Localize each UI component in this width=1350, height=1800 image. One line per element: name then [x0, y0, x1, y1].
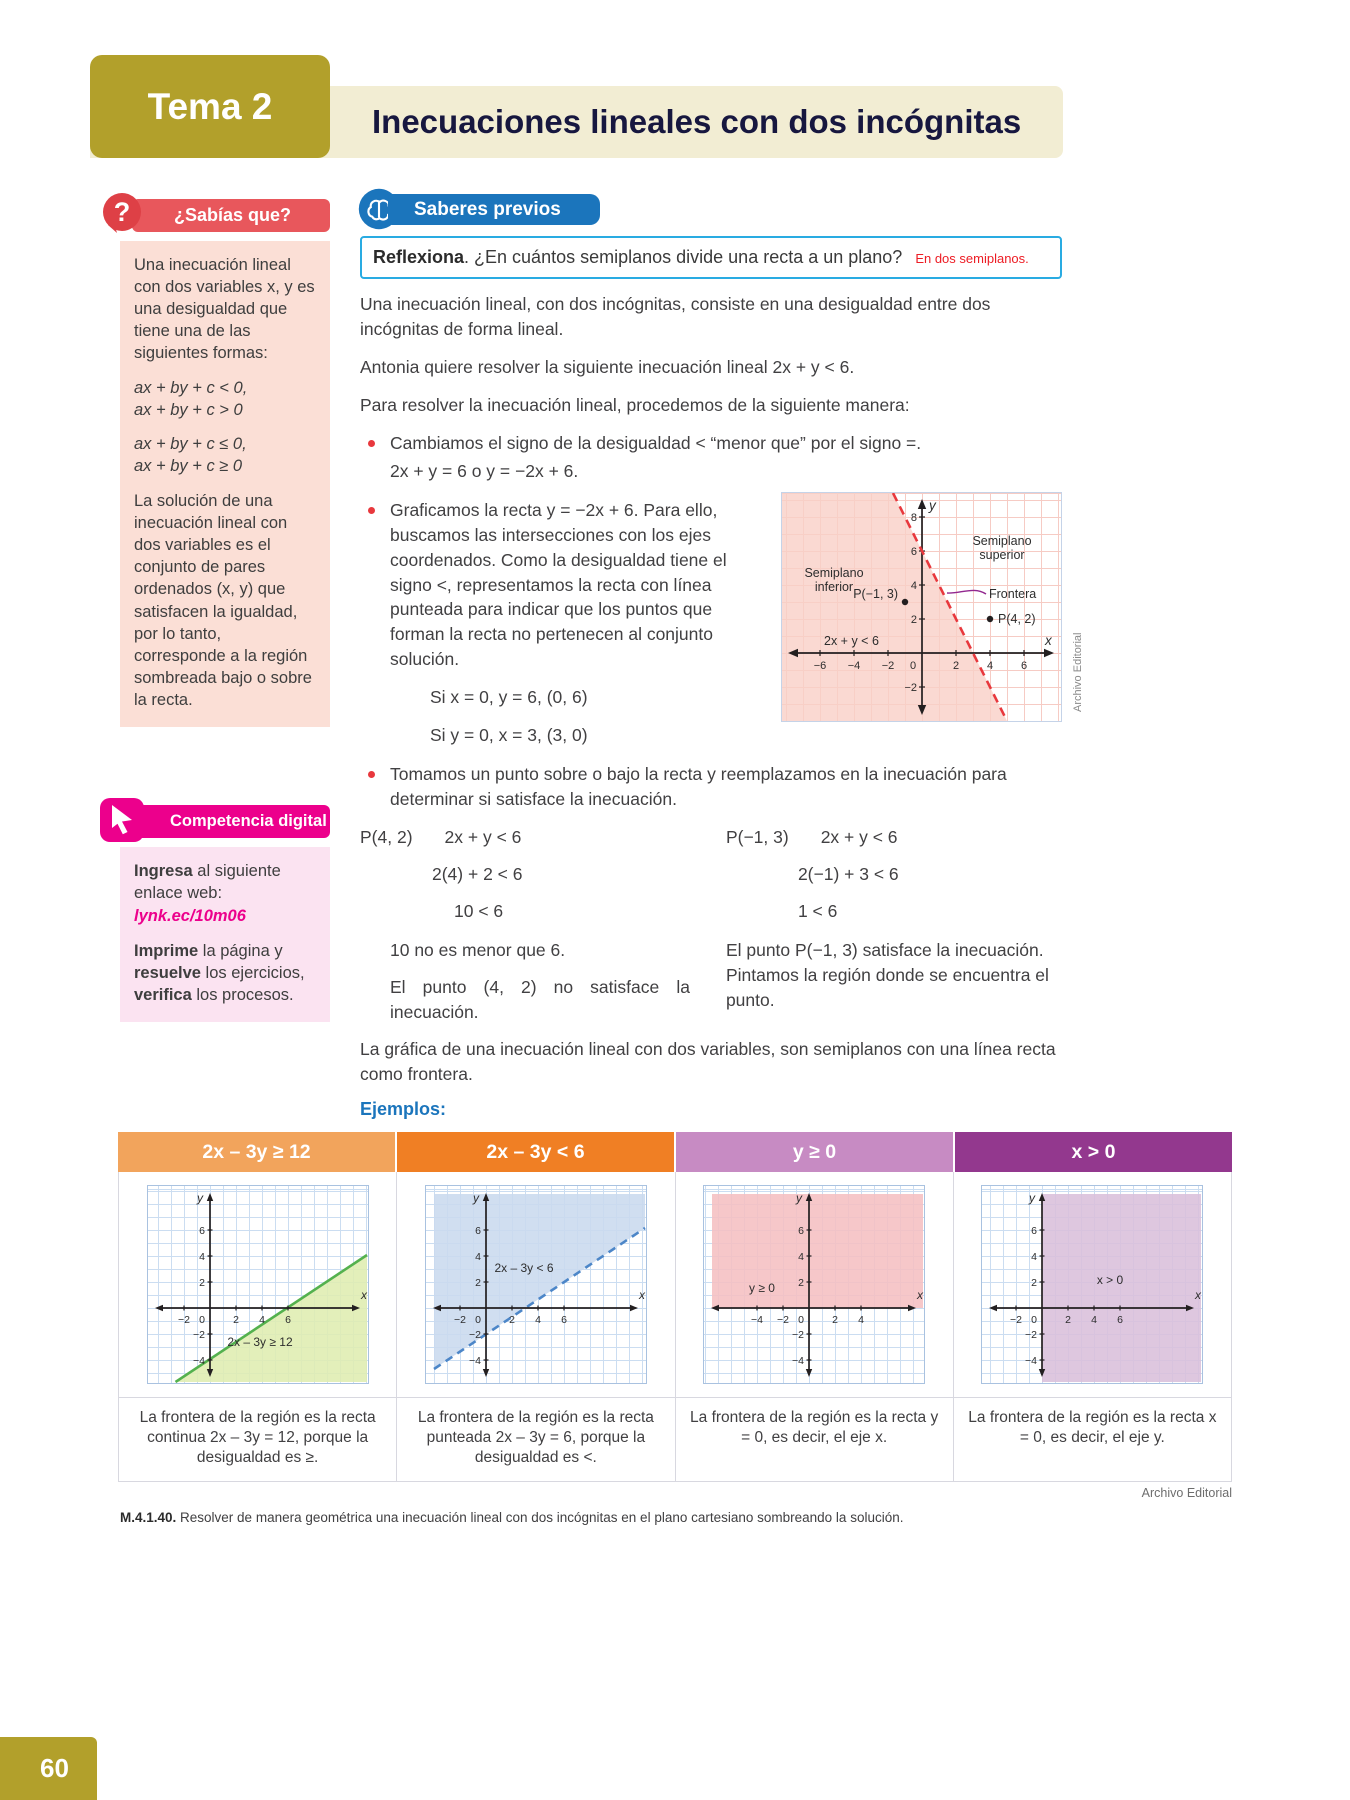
semiplano-inferior-label-2: inferior: [814, 580, 854, 595]
check-right-inequality: 2x + y < 6: [820, 827, 898, 848]
inequality-label: 2x + y < 6: [824, 634, 879, 649]
example-4-plot-label: x > 0: [1097, 1273, 1124, 1287]
check-right-step-2: 1 < 6: [797, 901, 838, 922]
x-tick: −2: [881, 660, 895, 673]
y-tick: −2: [1025, 1329, 1038, 1341]
origin-label: 0: [1031, 1314, 1038, 1326]
x-tick: −2: [453, 1314, 466, 1326]
competencia-text-3: los ejercicios,: [200, 964, 305, 983]
x-tick: 4: [858, 1314, 865, 1326]
ejemplos-label: Ejemplos:: [360, 1099, 447, 1120]
step-1-equation: 2x + y = 6 o y = −2x + 6.: [390, 461, 579, 482]
x-tick: 4: [258, 1314, 265, 1326]
step-2-case-1: Si x = 0, y = 6, (0, 6): [430, 686, 588, 707]
curriculum-code: M.4.1.40.: [120, 1510, 177, 1525]
saberes-previos-label: Saberes previos: [414, 198, 561, 220]
example-3-caption: La frontera de la región es la recta y = 0, es decir, el eje x.: [676, 1398, 954, 1481]
paragraph-intro: Una inecuación lineal, con dos incógnitas, consiste en una desigualdad entre dos incógnitas de forma lineal.: [360, 294, 991, 339]
x-axis-label: x: [917, 1288, 924, 1302]
reflexiona-answer: En dos semiplanos.: [915, 251, 1029, 266]
y-tick: 2: [910, 614, 917, 627]
paragraph-antonia: Antonia quiere resolver la siguiente inecuación lineal 2x + y < 6.: [360, 356, 855, 377]
example-2-region: [434, 1194, 645, 1369]
check-left-inequality: 2x + y < 6: [444, 827, 522, 848]
page-number-tab: [0, 1737, 97, 1800]
example-4-cell: [954, 1172, 1231, 1397]
y-tick: −2: [904, 682, 917, 695]
example-4-header: x > 0: [953, 1132, 1232, 1172]
example-1-caption: La frontera de la región es la recta continua 2x – 3y = 12, porque la desigualdad es ≥.: [119, 1398, 397, 1481]
origin-label: 0: [474, 1314, 481, 1326]
step-2-text: Graficamos la recta y = −2x + 6. Para ello, buscamos las intersecciones con los ejes coordenados. Como la desigualdad tiene el signo <, representamos la recta con línea punteada para indicar que los puntos que forman la recta no pertenecen al conjunto solución.: [390, 500, 727, 670]
check-right-note: [726, 938, 1062, 1013]
example-4-caption: La frontera de la región es la recta x = 0, es decir, el eje y.: [968, 1409, 1217, 1447]
chapter-title: Inecuaciones lineales con dos incógnitas: [372, 103, 1022, 140]
tema-badge: [90, 55, 330, 158]
x-tick: −4: [751, 1314, 764, 1326]
paragraph-procedure: Para resolver la inecuación lineal, procedemos de la siguiente manera:: [360, 394, 910, 415]
step-3-text: Tomamos un punto sobre o bajo la recta y reemplazamos en la inecuación para determinar si satisface la inecuación.: [390, 763, 1007, 809]
y-tick: 2: [798, 1277, 805, 1289]
paragraph-conclusion: La gráfica de una inecuación lineal con dos variables, son semiplanos con una línea recta como frontera.: [360, 1039, 1056, 1085]
x-tick: 6: [560, 1314, 567, 1326]
y-tick: −2: [792, 1329, 805, 1341]
y-tick: 6: [910, 546, 917, 559]
saberes-previos-band: [388, 194, 600, 225]
x-axis-label: x: [1045, 633, 1052, 649]
y-tick: −2: [192, 1329, 205, 1341]
archive-credit-side: Archivo Editorial: [1072, 632, 1084, 712]
curriculum-footnote: [120, 1510, 1180, 1525]
x-tick: −2: [1010, 1314, 1023, 1326]
semiplano-superior-label-1: Semiplano: [972, 534, 1032, 549]
competencia-text-1: al siguiente enlace web:: [134, 862, 281, 903]
sabias-title-band: [132, 199, 330, 232]
sabias-title: ¿Sabías que?: [174, 205, 292, 225]
check-left-point: P(4, 2): [360, 827, 413, 848]
sabias-body: [120, 241, 330, 727]
example-1-plot-label: 2x – 3y ≥ 12: [226, 1335, 293, 1349]
solution-region: [782, 493, 1007, 721]
main-graph-svg: [782, 493, 1061, 721]
check-left-step-1: 2(4) + 2 < 6: [432, 864, 523, 885]
main-graph: [781, 492, 1062, 722]
competencia-line-2: [134, 940, 316, 1007]
y-tick: 6: [798, 1225, 805, 1237]
y-tick: −4: [1025, 1355, 1038, 1367]
sabias-paragraph-1: Una inecuación lineal con dos variables x, y es una desigualdad que tiene una de las siguientes formas:: [134, 256, 315, 363]
y-tick: 4: [1031, 1251, 1038, 1263]
point-checks: [360, 825, 1062, 1024]
y-tick: 4: [198, 1251, 205, 1263]
y-tick: 4: [475, 1251, 481, 1263]
main-content: [360, 192, 1062, 1120]
y-axis-label: y: [472, 1191, 479, 1205]
point-B: [987, 616, 993, 622]
step-2: [360, 498, 1062, 748]
y-tick: 2: [1031, 1277, 1038, 1289]
sabias-paragraph-2: La solución de una inecuación lineal con dos variables es el conjunto de pares ordenados (x, y) que satisfacen la igualdad, por lo tanto, corresponde a la región sombreada bajo o sobre la recta.: [134, 491, 312, 709]
x-tick: 2: [952, 660, 960, 673]
step-1: [360, 431, 1062, 484]
origin-label: 0: [198, 1314, 205, 1326]
check-left-step-2: 10 < 6: [454, 901, 504, 922]
sabias-formula-2: ax + by + c > 0: [134, 400, 243, 419]
competencia-header: [120, 802, 330, 842]
point-B-label: P(4, 2): [998, 612, 1036, 627]
check-left-note-1: 10 no es menor que 6.: [390, 939, 566, 960]
y-tick: 6: [475, 1225, 481, 1237]
check-right-point: P(−1, 3): [725, 827, 789, 848]
example-3-plot-label: y ≥ 0: [749, 1281, 776, 1295]
frontera-pointer: [947, 590, 986, 594]
y-tick: −4: [468, 1355, 481, 1367]
y-tick: 2: [475, 1277, 481, 1289]
web-link[interactable]: lynk.ec/10m06: [134, 906, 246, 925]
x-axis-label: x: [638, 1288, 645, 1302]
y-tick: 4: [910, 580, 917, 593]
examples-header-row: [118, 1132, 1232, 1172]
y-axis-label: y: [796, 1191, 803, 1205]
competencia-line-1: [134, 860, 316, 905]
x-tick: −2: [777, 1314, 790, 1326]
saberes-previos-header: [360, 192, 1062, 230]
y-axis-label: y: [196, 1191, 203, 1205]
y-tick: 6: [198, 1225, 205, 1237]
y-tick: −4: [192, 1355, 205, 1367]
competencia-bold-resuelve: resuelve: [134, 964, 201, 983]
x-tick: −6: [813, 660, 827, 673]
example-2-cell: [397, 1172, 675, 1397]
example-4-region: [1042, 1194, 1201, 1382]
example-2-header: 2x – 3y < 6: [395, 1132, 674, 1172]
semiplano-superior-label-2: superior: [979, 548, 1025, 563]
check-point-4-2: [360, 825, 690, 1024]
example-1-header: 2x – 3y ≥ 12: [118, 1132, 395, 1172]
reflexiona-question: . ¿En cuántos semiplanos divide una recta a un plano?: [464, 247, 908, 267]
examples-table: [118, 1132, 1232, 1482]
y-axis-label: y: [1029, 1191, 1036, 1205]
example-3-cell: [676, 1172, 954, 1397]
x-tick: 6: [1020, 660, 1028, 673]
x-tick: 6: [284, 1314, 291, 1326]
x-tick: 6: [1117, 1314, 1124, 1326]
check-left-note-2: El punto (4, 2) no satisface la inecuación.: [390, 976, 690, 1022]
example-2-graph: [425, 1185, 647, 1384]
examples-caption-row: [118, 1397, 1232, 1482]
competencia-title-band: [132, 805, 330, 838]
competencia-bold-imprime: Imprime: [134, 941, 199, 960]
example-4-graph: [981, 1185, 1203, 1384]
sabias-box: [113, 196, 330, 727]
page-number: 60: [40, 1753, 69, 1783]
x-axis-label: x: [360, 1288, 367, 1302]
x-tick: 4: [534, 1314, 541, 1326]
y-tick: 6: [1031, 1225, 1038, 1237]
competencia-link-line: [134, 905, 316, 927]
x-tick: 2: [1065, 1314, 1072, 1326]
semiplano-inferior-label-1: Semiplano: [804, 566, 864, 581]
x-tick: −4: [847, 660, 861, 673]
x-tick: 4: [1091, 1314, 1098, 1326]
archive-credit: Archivo Editorial: [1141, 1486, 1232, 1500]
step-3: [360, 762, 1062, 812]
x-tick: 4: [986, 660, 994, 673]
example-3-region: [712, 1194, 923, 1308]
competencia-title: Competencia digital: [170, 812, 327, 830]
example-3-header: y ≥ 0: [674, 1132, 953, 1172]
y-tick: 2: [198, 1277, 205, 1289]
y-axis-label: y: [929, 498, 936, 514]
competencia-text-4: los procesos.: [191, 986, 294, 1005]
example-1-cell: [119, 1172, 397, 1397]
origin-label: 0: [909, 660, 917, 673]
competencia-body: [120, 847, 330, 1022]
question-mark-icon: [96, 188, 148, 240]
x-tick: −2: [177, 1314, 190, 1326]
origin-label: 0: [798, 1314, 805, 1326]
competencia-box: [120, 802, 330, 1022]
curriculum-text: Resolver de manera geométrica una inecuación lineal con dos incógnitas en el plano cartesiano sombreando la solución.: [176, 1510, 904, 1525]
question-glyph: ?: [113, 197, 131, 227]
tema-label: Tema 2: [147, 85, 273, 127]
example-2-caption: La frontera de la región es la recta punteada 2x – 3y = 6, porque la desigualdad es <.: [397, 1398, 675, 1481]
example-1-graph: [147, 1185, 369, 1384]
point-A: [902, 599, 908, 605]
sabias-formula-3: ax + by + c ≤ 0,: [134, 434, 247, 453]
check-right-head: [726, 825, 1062, 850]
reflexiona-box: [360, 236, 1062, 279]
step-2-case-2: Si y = 0, x = 3, (3, 0): [430, 724, 588, 745]
check-right-step-1: 2(−1) + 3 < 6: [797, 864, 899, 885]
sabias-formula-4: ax + by + c ≥ 0: [134, 456, 243, 475]
check-right-note-2: Pintamos la región donde se encuentra el punto.: [725, 964, 1049, 1010]
sabias-formula-1: ax + by + c < 0,: [134, 378, 248, 397]
y-tick: 8: [910, 512, 917, 525]
x-tick: 2: [232, 1314, 239, 1326]
example-3-graph: [703, 1185, 925, 1384]
competencia-bold-verifica: verifica: [134, 986, 192, 1005]
x-tick: 2: [508, 1314, 515, 1326]
step-1-text: Cambiamos el signo de la desigualdad < “menor que” por el signo =.: [390, 433, 922, 454]
x-tick: 2: [832, 1314, 839, 1326]
reflexiona-label: Reflexiona: [373, 247, 465, 267]
competencia-bold-ingresa: Ingresa: [134, 862, 193, 880]
check-left-head: [360, 825, 690, 850]
sabias-header: [113, 196, 330, 236]
competencia-text-2: la página y: [198, 941, 283, 960]
y-tick: −2: [468, 1329, 481, 1341]
y-tick: −4: [792, 1355, 805, 1367]
frontera-label: Frontera: [989, 587, 1037, 602]
x-axis-label: x: [1195, 1288, 1202, 1302]
cursor-icon: [96, 794, 148, 846]
examples-graph-row: [118, 1172, 1232, 1397]
example-2-plot-label: 2x – 3y < 6: [494, 1261, 554, 1275]
check-point-minus1-3: [690, 825, 1062, 1024]
y-tick: 4: [798, 1251, 805, 1263]
check-right-note-1: El punto P(−1, 3) satisface la inecuación.: [725, 939, 1044, 960]
point-A-label: P(−1, 3): [853, 587, 898, 602]
